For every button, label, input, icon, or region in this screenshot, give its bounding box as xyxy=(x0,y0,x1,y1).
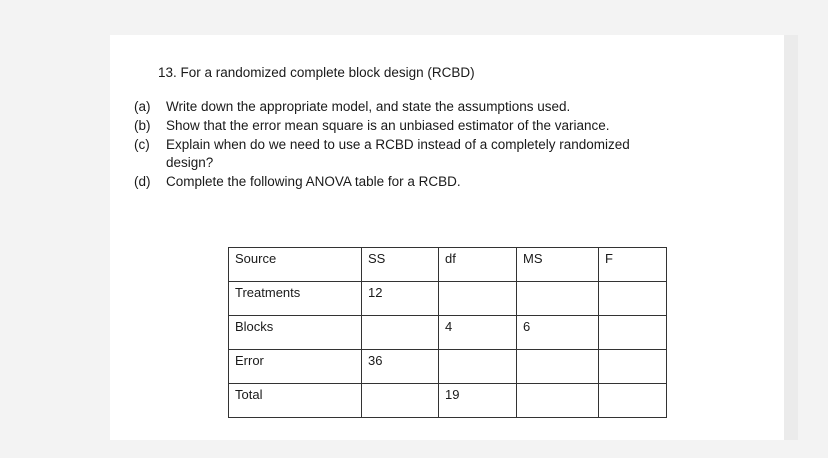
table-cell: 6 xyxy=(517,316,599,350)
question-part-b xyxy=(134,117,654,136)
document-page xyxy=(110,35,784,440)
part-label: (c) xyxy=(134,136,150,152)
table-cell xyxy=(599,384,667,418)
part-label: (b) xyxy=(134,117,151,133)
header-cell: Source xyxy=(229,248,362,282)
question-parts xyxy=(134,98,654,192)
table-cell xyxy=(439,282,517,316)
part-text: Explain when do we need to use a RCBD instead of a completely randomized design? xyxy=(166,136,630,171)
table-cell: 36 xyxy=(362,350,439,384)
question-part-c xyxy=(134,136,654,174)
table-cell xyxy=(362,316,439,350)
table-cell xyxy=(599,350,667,384)
table-cell xyxy=(517,350,599,384)
part-label: (a) xyxy=(134,99,151,114)
header-cell: df xyxy=(439,248,517,282)
header-cell: MS xyxy=(517,248,599,282)
table-row xyxy=(229,350,667,384)
question-part-d xyxy=(134,173,654,192)
question-title: 13. For a randomized complete block design (RCBD) xyxy=(158,65,475,80)
table-cell: 19 xyxy=(439,384,517,418)
table-row xyxy=(229,316,667,350)
header-cell: F xyxy=(599,248,667,282)
table-cell: 12 xyxy=(362,282,439,316)
part-label: (d) xyxy=(134,174,151,190)
table-cell xyxy=(439,350,517,384)
part-text: Complete the following ANOVA table for a RCBD. xyxy=(166,174,461,190)
table-row xyxy=(229,384,667,418)
table-cell: Total xyxy=(229,384,362,418)
table-cell: Error xyxy=(229,350,362,384)
header-cell: SS xyxy=(362,248,439,282)
part-text: Write down the appropriate model, and state the assumptions used. xyxy=(166,99,571,114)
question-part-a xyxy=(134,98,654,117)
table-header-row xyxy=(229,248,667,282)
part-text: Show that the error mean square is an unbiased estimator of the variance. xyxy=(166,117,610,133)
table-cell: Treatments xyxy=(229,282,362,316)
table-cell xyxy=(599,282,667,316)
table-cell xyxy=(517,384,599,418)
table-cell: 4 xyxy=(439,316,517,350)
table-row xyxy=(229,282,667,316)
anova-table xyxy=(228,247,667,418)
table-cell: Blocks xyxy=(229,316,362,350)
page-edge xyxy=(784,35,798,440)
table-cell xyxy=(599,316,667,350)
table-cell xyxy=(362,384,439,418)
table-cell xyxy=(517,282,599,316)
